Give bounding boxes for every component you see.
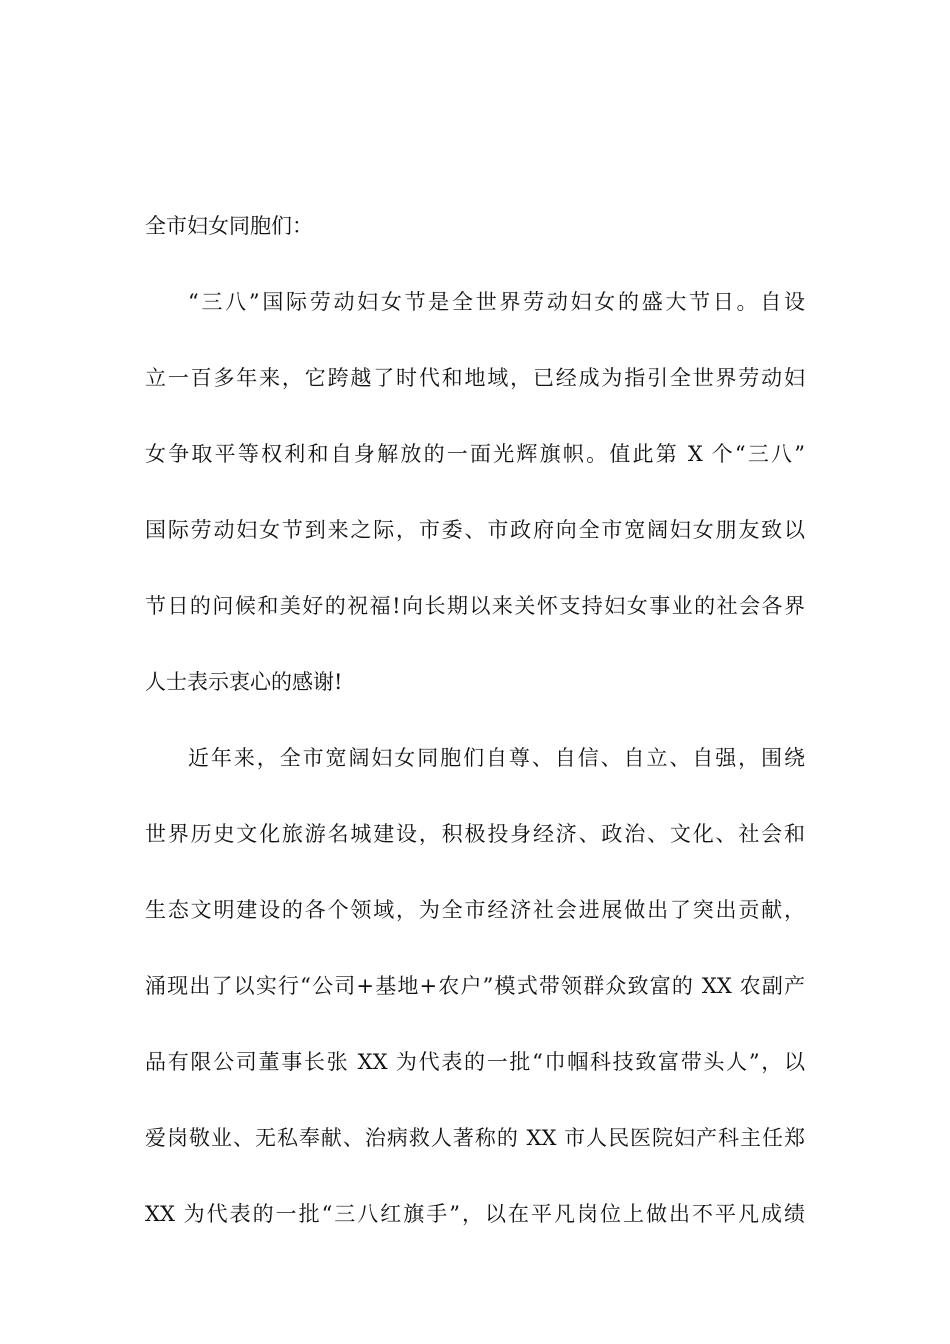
paragraph-line: 立一百多年来，它跨越了时代和地域，已经成为指引全世界劳动妇 [145,366,805,390]
salutation: 全市妇女同胞们： [145,214,313,238]
paragraph-line: 近年来，全市宽阔妇女同胞们自尊、自信、自立、自强，围绕 [188,746,805,770]
paragraph-line: 人士表示衷心的感谢! [145,670,343,694]
paragraph-line: 品有限公司董事长张 XX 为代表的一批“巾帼科技致富带头人”，以 [145,1050,805,1074]
paragraph-line: 国际劳动妇女节到来之际，市委、市政府向全市宽阔妇女朋友致以 [145,518,805,542]
paragraph-line: 爱岗敬业、无私奉献、治病救人著称的 XX 市人民医院妇产科主任郑 [145,1126,805,1150]
paragraph-line: XX 为代表的一批“三八红旗手”，以在平凡岗位上做出不平凡成绩 [145,1202,805,1226]
paragraph-line: 女争取平等权利和自身解放的一面光辉旗帜。值此第 X 个“三八” [145,442,805,466]
paragraph-line: “三八”国际劳动妇女节是全世界劳动妇女的盛大节日。自设 [188,290,805,314]
paragraph-line: 节日的问候和美好的祝福!向长期以来关怀支持妇女事业的社会各界 [145,594,805,618]
paragraph-line: 生态文明建设的各个领域，为全市经济社会进展做出了突出贡献， [145,898,805,922]
paragraph-line: 涌现出了以实行“公司+基地+农户”模式带领群众致富的 XX 农副产 [145,974,805,998]
paragraph-line: 世界历史文化旅游名城建设，积极投身经济、政治、文化、社会和 [145,822,805,846]
